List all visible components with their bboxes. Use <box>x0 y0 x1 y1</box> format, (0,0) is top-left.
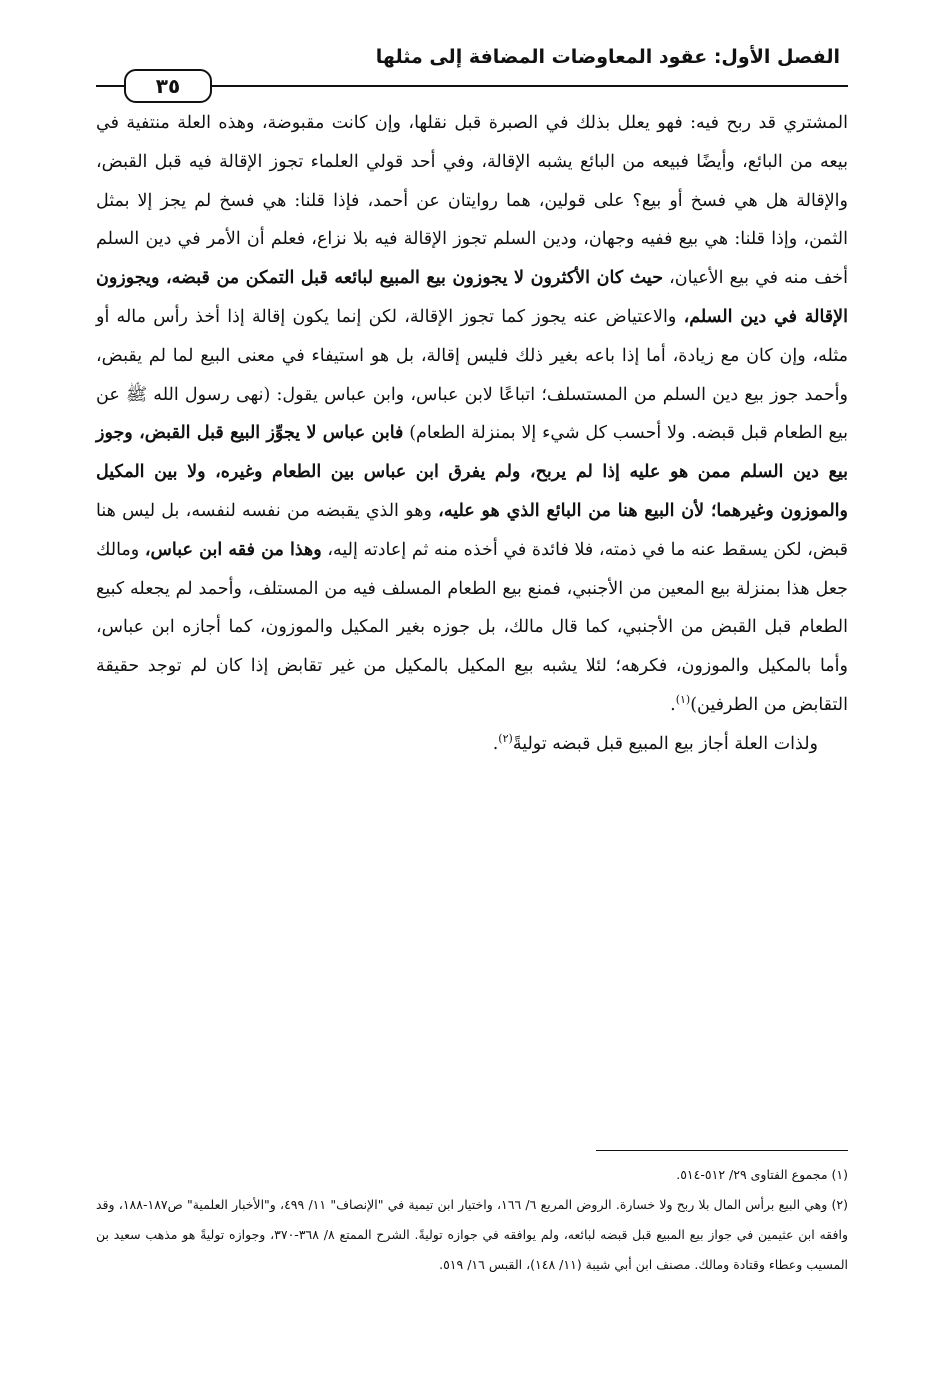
paragraph-1 <box>96 104 848 725</box>
page-number: ٣٥ <box>155 74 181 98</box>
p1-seg-4: فابن عباس لا يجوِّز البيع قبل القبض، وجوز بيع دين السلم ممن هو عليه إذا لم يربح، ولم يفرق ابن عباس بين الطعام وغيره، ولا بين المكيل والموزون وغيرهما؛ لأن البيع هنا من البائع الذي هو عليه، <box>96 423 848 521</box>
p1-seg-2: حيث كان الأكثرون لا يجوزون بيع المبيع لبائعه قبل التمكن من قبضه، ويجوزون الإقالة في دين السلم، <box>96 268 848 327</box>
p2-end: . <box>492 733 499 754</box>
p1-seg-3: والاعتياض عنه يجوز كما تجوز الإقالة، لكن إنما يكون إقالة إذا أخذ رأس ماله أو مثله، وإن كان مع زيادة، أما إذا باعه بغير ذلك فليس إقالة، بل هو استيفاء في معنى البيع لما لم يقبض، وأحمد جوز بيع دين السلم من المستسلف؛ اتباعًا لابن عباس، وابن عباس يقول: (نهى رسول الله ﷺ عن بيع الطعام قبل قبضه. ولا أحسب كل شيء إلا بمنزلة الطعام) <box>96 306 848 444</box>
footnote-ref-2[interactable]: (٢) <box>498 731 513 745</box>
footnote-1: (١) مجموع الفتاوى ٢٩/ ٥١٢-٥١٤. <box>676 1167 848 1182</box>
footnote-2: (٢) وهي البيع برأس المال بلا ربح ولا خسارة. الروض المربع ٦/ ١٦٦، واختيار ابن تيمية في "الإنصاف" ١١/ ٤٩٩، و"الأخبار العلمية" ص١٨٧-١٨٨، وقد وافقه ابن عثيمين في جواز بيع المبيع قبل قبضه لبائعه، ولم يوافقه في جوازه توليةً. الشرح الممتع ٨/ ٣٦٨-٣٧٠، وجوازه توليةً هو مذهب سعيد بن المسيب وعطاء وقتادة ومالك. مصنف ابن أبي شيبة (١١/ ١٤٨)، القبس ١٦/ ٥١٩. <box>96 1197 849 1272</box>
p1-end: . <box>670 694 676 715</box>
footnotes <box>96 1160 848 1280</box>
chapter-title: الفصل الأول: عقود المعاوضات المضافة إلى مثلها <box>375 46 840 68</box>
p1-seg-6: وهذا من فقه ابن عباس، <box>144 539 322 560</box>
main-text <box>96 104 848 764</box>
p1-seg-1: المشتري قد ربح فيه: فهو يعلل بذلك في الصبرة قبل نقلها، وإن كانت مقبوضة، وهذه العلة منتفية في بيعه من البائع، وأيضًا فبيعه من البائع يشبه الإقالة، وفي أحد قولي العلماء تجوز الإقالة فيه قبل القبض، والإقالة هل هي فسخ أو بيع؟ على قولين، هما روايتان عن أحمد، فإذا قلنا: هي فسخ لم يجز إلا بمثل الثمن، وإذا قلنا: هي بيع ففيه وجهان، ودين السلم تجوز الإقالة فيه بلا نزاع، فعلم أن الأمر في دين السلم أخف منه في بيع الأعيان، <box>96 113 848 289</box>
footnote-ref-1[interactable]: (١) <box>675 693 691 707</box>
p1-seg-5: وهو الذي يقبضه من نفسه لنفسه، بل ليس هنا قبض، لكن يسقط عنه ما في ذمته، فلا فائدة في أخذه منه ثم إعادته إليه، <box>96 500 849 560</box>
paragraph-2 <box>96 725 848 764</box>
footnote-separator <box>596 1150 848 1151</box>
page-number-box <box>124 69 212 103</box>
p1-seg-7: ومالك جعل هذا بمنزلة بيع المعين من الأجنبي، فمنع بيع الطعام المسلف فيه من المستلف، وأحمد لم يجعله كبيع الطعام قبل القبض من الأجنبي، كما قال مالك، بل جوزه بغير المكيل والموزون، كما أجازه ابن عباس، وأما بالمكيل والموزون، فكرهه؛ لئلا يشبه بيع المكيل بالمكيل من غير تقابض إذا كان لم توجد حقيقة التقابض من الطرفين) <box>96 539 848 715</box>
p2-text: ولذات العلة أجاز بيع المبيع قبل قبضه توليةً <box>512 733 818 754</box>
